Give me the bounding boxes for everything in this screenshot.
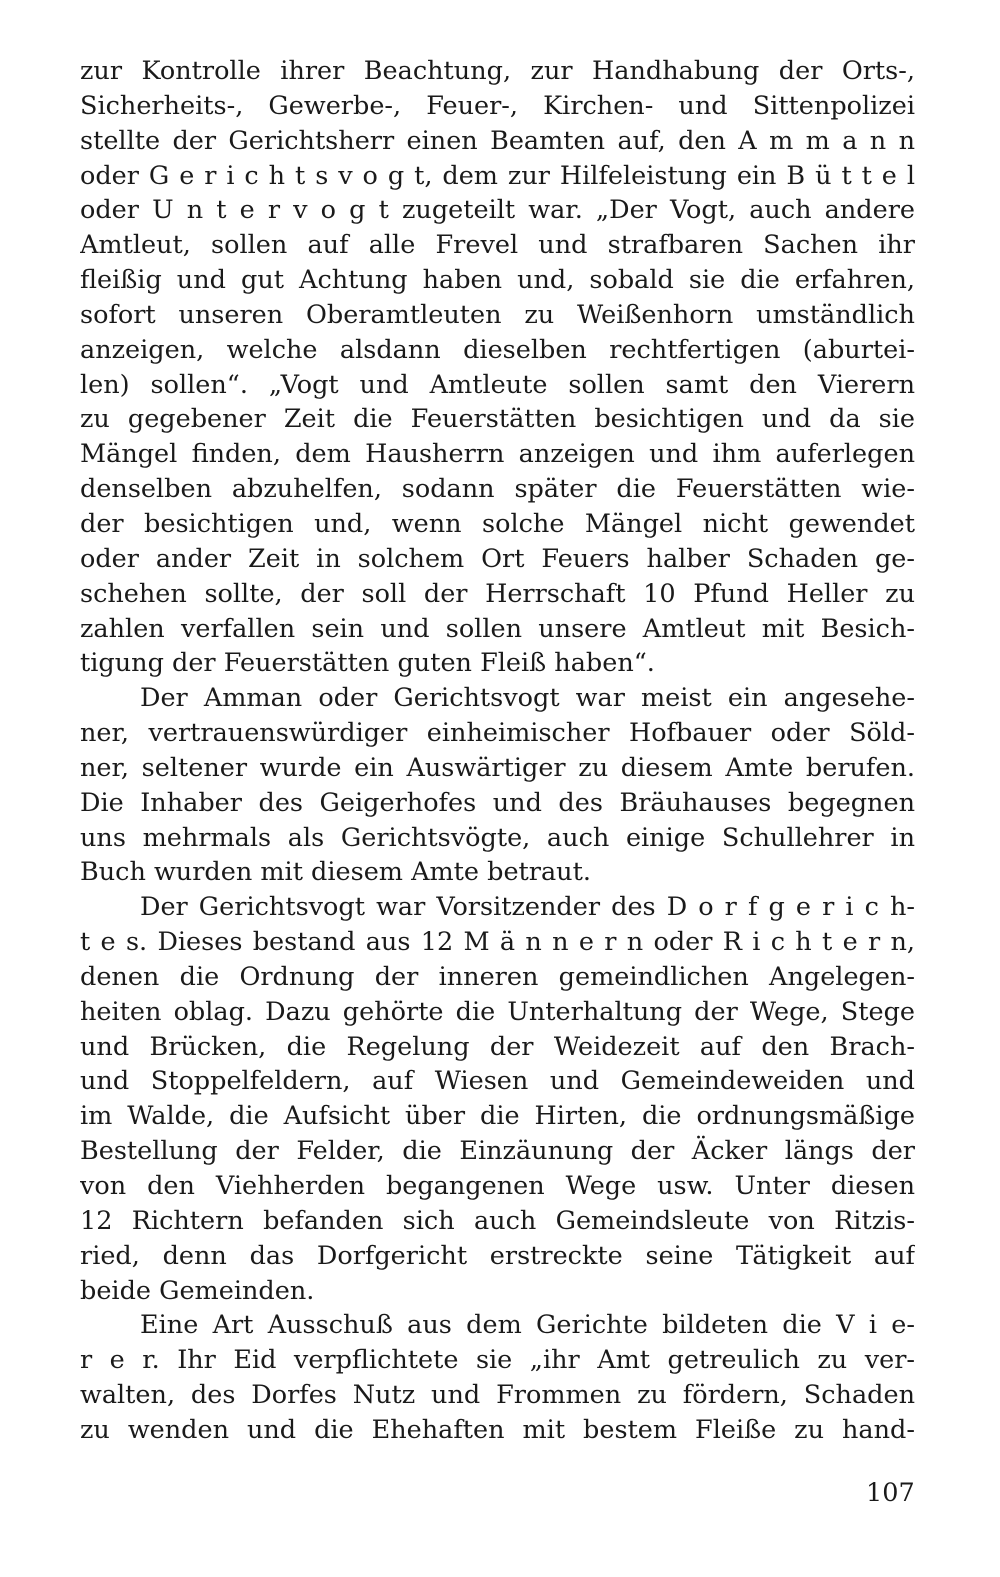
text-line: ner, vertrauenswürdiger einheimischer Hofbauer oder Söld- bbox=[80, 718, 915, 749]
text-line: denselben abzuhelfen, sodann später die Feuerstätten wie- bbox=[80, 474, 915, 505]
text-line: r e r. Ihr Eid verpflichtete sie „ihr Amt getreulich zu ver- bbox=[80, 1345, 915, 1376]
text-line: ner, seltener wurde ein Auswärtiger zu diesem Amte berufen. bbox=[80, 752, 915, 783]
text-line: Sicherheits-, Gewerbe-, Feuer-, Kirchen- und Sittenpolizei bbox=[80, 90, 915, 121]
text-line: Der Gerichtsvogt war Vorsitzender des D o r f g e r i c h- bbox=[140, 892, 915, 923]
text-line: Der Amman oder Gerichtsvogt war meist ein angesehe- bbox=[140, 683, 915, 714]
text-line: Bestellung der Felder, die Einzäunung der Äcker längs der bbox=[80, 1136, 915, 1167]
page-number: 107 bbox=[866, 1478, 915, 1508]
text-line: oder G e r i c h t s v o g t, dem zur Hilfeleistung ein B ü t t e l bbox=[80, 160, 915, 191]
text-line: heiten oblag. Dazu gehörte die Unterhaltung der Wege, Stege bbox=[80, 996, 915, 1027]
text-line: tigung der Feuerstätten guten Fleiß haben“. bbox=[80, 648, 655, 679]
text-line: Buch wurden mit diesem Amte betraut. bbox=[80, 857, 591, 888]
text-line: ried, denn das Dorfgericht erstreckte seine Tätigkeit auf bbox=[80, 1240, 915, 1271]
text-line: Amtleut, sollen auf alle Frevel und strafbaren Sachen ihr bbox=[80, 230, 915, 261]
text-line: und Brücken, die Regelung der Weidezeit auf den Brach- bbox=[80, 1031, 915, 1062]
text-line: im Walde, die Aufsicht über die Hirten, die ordnungsmäßige bbox=[80, 1101, 915, 1132]
text-line: oder U n t e r v o g t zugeteilt war. „Der Vogt, auch andere bbox=[80, 195, 915, 226]
text-line: walten, des Dorfes Nutz und Frommen zu fördern, Schaden bbox=[80, 1380, 915, 1411]
text-line: uns mehrmals als Gerichtsvögte, auch einige Schullehrer in bbox=[80, 822, 915, 853]
text-line: oder ander Zeit in solchem Ort Feuers halber Schaden ge- bbox=[80, 543, 915, 574]
text-line: zu gegebener Zeit die Feuerstätten besichtigen und da sie bbox=[80, 404, 915, 435]
text-line: t e s. Dieses bestand aus 12 M ä n n e r n oder R i c h t e r n, bbox=[80, 927, 915, 958]
text-line: der besichtigen und, wenn solche Mängel nicht gewendet bbox=[80, 508, 915, 539]
text-line: und Stoppelfeldern, auf Wiesen und Gemeindeweiden und bbox=[80, 1066, 915, 1097]
text-line: Mängel finden, dem Hausherrn anzeigen und ihm auferlegen bbox=[80, 439, 915, 470]
text-line: sofort unseren Oberamtleuten zu Weißenhorn umständlich bbox=[80, 299, 915, 330]
text-line: schehen sollte, der soll der Herrschaft 10 Pfund Heller zu bbox=[80, 578, 915, 609]
text-line: Die Inhaber des Geigerhofes und des Bräuhauses begegnen bbox=[80, 787, 915, 818]
text-line: zahlen verfallen sein und sollen unsere Amtleut mit Besich- bbox=[80, 613, 915, 644]
text-line: von den Viehherden begangenen Wege usw. Unter diesen bbox=[80, 1171, 915, 1201]
text-line: Eine Art Ausschuß aus dem Gerichte bildeten die V i e- bbox=[140, 1310, 915, 1341]
text-line: fleißig und gut Achtung haben und, sobald sie die erfahren, bbox=[80, 265, 915, 296]
text-line: zu wenden und die Ehehaften mit bestem Fleiße zu hand- bbox=[80, 1414, 915, 1445]
text-line: len) sollen“. „Vogt und Amtleute sollen samt den Vierern bbox=[80, 369, 915, 400]
text-line: stellte der Gerichtsherr einen Beamten auf, den A m m a n n bbox=[80, 125, 915, 156]
text-line: beide Gemeinden. bbox=[80, 1275, 315, 1306]
page-body bbox=[80, 54, 915, 1448]
text-line: 12 Richtern befanden sich auch Gemeindsleute von Ritzis- bbox=[80, 1205, 915, 1236]
text-line: anzeigen, welche alsdann dieselben rechtfertigen (aburtei- bbox=[80, 334, 915, 365]
text-line: denen die Ordnung der inneren gemeindlichen Angelegen- bbox=[80, 961, 915, 992]
text-line: zur Kontrolle ihrer Beachtung, zur Handhabung der Orts-, bbox=[80, 56, 915, 86]
